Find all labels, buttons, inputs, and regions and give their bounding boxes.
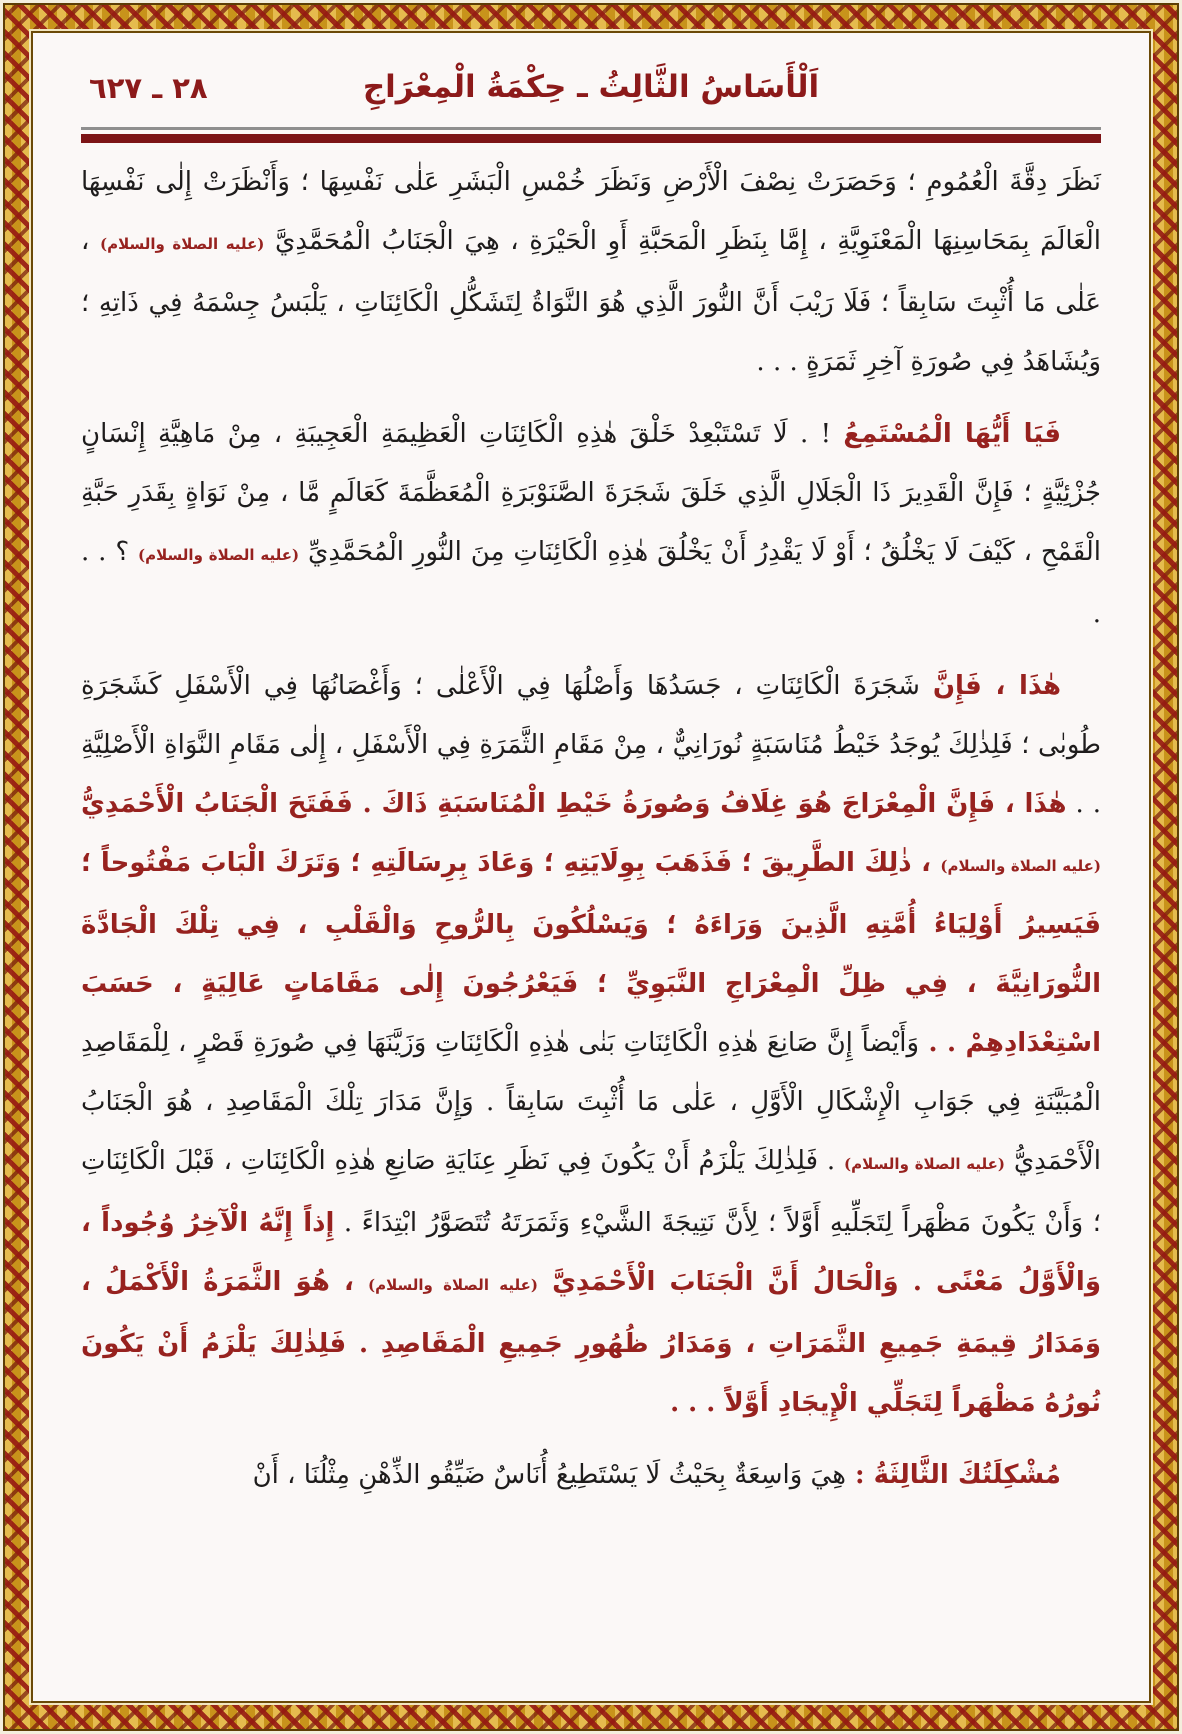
header-divider-thin-line — [81, 127, 1101, 130]
pbuh-calligraphy-symbol: (عليه الصلاة والسلام) — [138, 546, 300, 564]
text-run-black: شَجَرَةَ الْكَائِنَاتِ ، جَسَدُهَا وَأَصْلُهَا فِي الْأَعْلٰى ؛ وَأَغْصَانُهَا فِي الْأَسْفَلِ كَشَجَرَةِ طُوبٰى ؛ فَلِذٰلِكَ يُوجَدُ خَيْطُ مُنَاسَبَةٍ نُورَانِيٌّ ، مِنْ مَقَامِ الثَّمَرَةِ فِي الْأَسْفَلِ ، إِلٰى مَقَامِ النَّوَاةِ الْأَصْلِيَّةِ . . — [81, 671, 1101, 819]
page-header — [81, 61, 1101, 125]
paragraph — [81, 153, 1101, 392]
pbuh-calligraphy-symbol: (عليه الصلاة والسلام) — [99, 235, 265, 253]
text-run-black: ، عَلٰى مَا أُثْبِتَ سَابِقاً ؛ فَلَا رَيْبَ أَنَّ النُّورَ الَّذِي هُوَ النَّوَاةُ لِتَشَكُّلِ الْكَائِنَاتِ ، يَلْبَسُ جِسْمَهُ فِي ذَاتِهِ ؛ وَيُشَاهَدُ فِي صُورَةِ آخِرِ ثَمَرَةٍ . . . — [81, 226, 1101, 377]
text-run-red: فَيَا أَيُّهَا الْمُسْتَمِعُ — [843, 419, 1061, 449]
page-sheet — [33, 33, 1149, 1701]
text-run-red: هٰذَا ، فَإِنَّ — [932, 671, 1061, 701]
text-run-red: إِذاً إِنَّهُ الْآخِرُ وُجُوداً ، وَالْأَوَّلُ مَعْنًى . وَالْحَالُ أَنَّ الْجَنَابَ الْأَحْمَدِيَّ — [81, 1208, 1101, 1297]
header-divider-thick-line — [81, 134, 1101, 143]
paragraph — [81, 1446, 1101, 1505]
body-text — [81, 153, 1101, 1505]
text-run-black: وَأَيْضاً إِنَّ صَانِعَ هٰذِهِ الْكَائِنَاتِ بَنٰى هٰذِهِ الْكَائِنَاتِ وَزَيَّنَهَا فِي صُورَةِ قَصْرٍ ، لِلْمَقَاصِدِ الْمُبَيَّنَةِ فِي جَوَابِ الْإِشْكَالِ الْأَوَّلِ ، عَلٰى مَا أُثْبِتَ سَابِقاً . وَإِنَّ مَدَارَ تِلْكَ الْمَقَاصِدِ ، هُوَ الْجَنَابُ الْأَحْمَدِيُّ — [81, 1028, 1101, 1176]
page-title: اَلْأَسَاسُ الثَّالِثُ ـ حِكْمَةُ الْمِعْرَاجِ — [362, 69, 820, 105]
pbuh-calligraphy-symbol: (عليه الصلاة والسلام) — [940, 857, 1101, 875]
paragraph — [81, 657, 1101, 1433]
text-run-red: ، ذٰلِكَ الطَّرِيقَ ؛ فَذَهَبَ بِوِلَايَتِهِ ؛ وَعَادَ بِرِسَالَتِهِ ؛ وَتَرَكَ الْبَابَ مَفْتُوحاً ؛ فَيَسِيرُ أَوْلِيَاءُ أُمَّتِهِ الَّذِينَ وَرَاءَهُ ؛ وَيَسْلُكُونَ بِالرُّوحِ وَالْقَلْبِ ، فِي تِلْكَ الْجَادَّةَ النُّورَانِيَّةَ ، فِي ظِلِّ الْمِعْرَاجِ النَّبَوِيِّ ؛ فَيَعْرُجُونَ إِلٰى مَقَامَاتٍ عَالِيَةٍ ، حَسَبَ اسْتِعْدَادِهِمْ . . — [81, 848, 1101, 1058]
text-run-black: هِيَ وَاسِعَةٌ بِحَيْثُ لَا يَسْتَطِيعُ أُنَاسٌ ضَيِّقُو الذِّهْنِ مِثْلُنَا ، أَنْ — [252, 1460, 846, 1490]
pbuh-calligraphy-symbol: (عليه الصلاة والسلام) — [368, 1276, 538, 1294]
text-run-red: مُشْكِلَتُكَ الثَّالِثَةُ : — [845, 1460, 1061, 1490]
paragraph — [81, 405, 1101, 644]
text-run-black: ؟ . . . — [81, 537, 1101, 629]
pbuh-calligraphy-symbol: (عليه الصلاة والسلام) — [844, 1155, 1005, 1173]
text-run-black: نَظَرَ دِقَّةَ الْعُمُومِ ؛ وَحَصَرَتْ نِصْفَ الْأَرْضِ وَنَظَرَ خُمْسِ الْبَشَرِ عَلٰى نَفْسِهَا ؛ وَأَنْظَرَتْ إِلٰى نَفْسِهَا الْعَالَمَ بِمَحَاسِنِهَا الْمَعْنَوِيَّةِ ، إِمَّا بِنَظَرِ الْمَحَبَّةِ أَوِ الْحَيْرَةِ ، هِيَ الْجَنَابُ الْمُحَمَّدِيَّ — [81, 167, 1101, 256]
text-run-black: . فَلِذٰلِكَ يَلْزَمُ أَنْ يَكُونَ فِي نَظَرِ عِنَايَةِ صَانِعِ هٰذِهِ الْكَائِنَاتِ ، قَبْلَ الْكَائِنَاتِ ؛ وَأَنْ يَكُونَ مَظْهَراً لِتَجَلِّيهِ أَوَّلاً ؛ لِأَنَّ نَتِيجَةَ الشَّيْءِ وَثَمَرَتَهُ تُتَصَوَّرُ ابْتِدَاءً . — [81, 1146, 1101, 1238]
page-number: ٢٨ ـ ٦٢٧ — [89, 71, 208, 105]
header-divider — [81, 127, 1101, 143]
text-run-red: ، هُوَ الثَّمَرَةُ الْأَكْمَلُ ، وَمَدَارُ قِيمَةِ جَمِيعِ الثَّمَرَاتِ ، وَمَدَارُ ظُهُورِ جَمِيعِ الْمَقَاصِدِ . فَلِذٰلِكَ يَلْزَمُ أَنْ يَكُونَ نُورُهُ مَظْهَراً لِتَجَلِّي الْإِيجَادِ أَوَّلاً . . . — [81, 1267, 1101, 1418]
text-run-black: ! . لَا تَسْتَبْعِدْ خَلْقَ هٰذِهِ الْكَائِنَاتِ الْعَظِيمَةِ الْعَجِيبَةِ ، مِنْ مَاهِيَّةِ إِنْسَانٍ جُزْئِيَّةٍ ؛ فَإِنَّ الْقَدِيرَ ذَا الْجَلَالِ الَّذِي خَلَقَ شَجَرَةَ الصَّنَوْبَرَةِ الْمُعَظَّمَةَ كَعَالَمٍ مَّا ، مِنْ نَوَاةٍ بِقَدَرِ حَبَّةِ الْقَمْحِ ، كَيْفَ لَا يَخْلُقُ ؛ أَوْ لَا يَقْدِرُ أَنْ يَخْلُقَ هٰذِهِ الْكَائِنَاتِ مِنَ النُّورِ الْمُحَمَّدِيِّ — [81, 419, 1102, 567]
text-run-red: هٰذَا ، فَإِنَّ الْمِعْرَاجَ هُوَ غِلَافُ وَصُورَةُ خَيْطِ الْمُنَاسَبَةِ ذَاكَ . فَفَتَحَ الْجَنَابُ الْأَحْمَدِيُّ — [81, 789, 1067, 819]
